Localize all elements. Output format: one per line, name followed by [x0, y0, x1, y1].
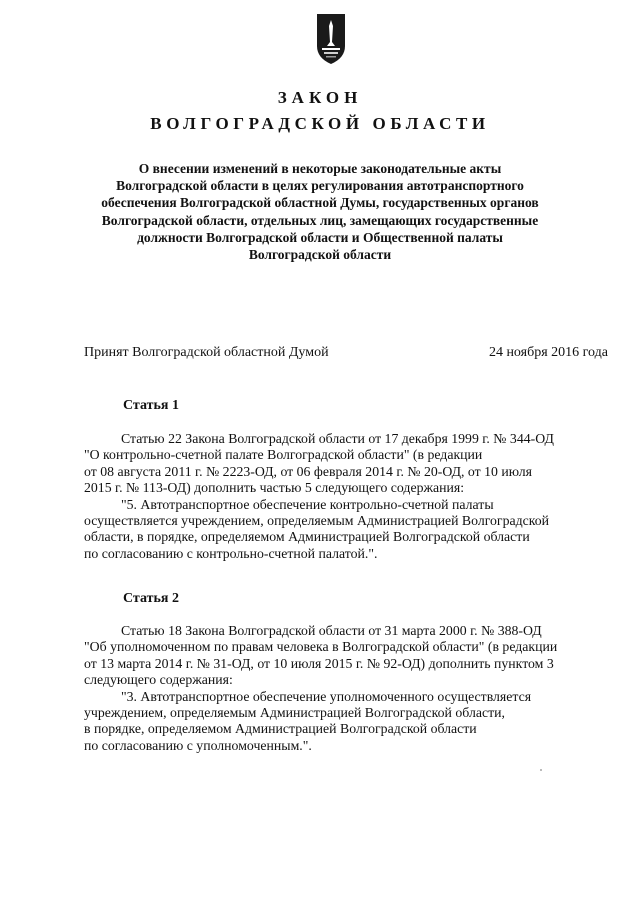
subject-line: О внесении изменений в некоторые законодательные акты: [138, 161, 502, 176]
text-line: по согласованию с контрольно-счетной палатой.".: [84, 545, 378, 561]
text-line: 2015 г. № 113-ОД) дополнить частью 5 следующего содержания:: [84, 480, 465, 496]
text-line: осуществляется учреждением, определяемым Администрацией Волгоградской: [84, 512, 550, 528]
article-1-heading: Статья 1: [123, 398, 179, 413]
law-region-title: ВОЛГОГРАДСКОЙ ОБЛАСТИ: [150, 114, 490, 133]
subject-line: должности Волгоградской области и Общественной палаты: [137, 229, 503, 245]
adopted-by: Принят Волгоградской областной Думой: [84, 345, 329, 360]
subject-line: Волгоградской области, отдельных лиц, замещающих государственные: [101, 212, 539, 228]
scan-artifact: [540, 769, 542, 771]
text-line: "3. Автотранспортное обеспечение уполномоченного осуществляется: [121, 688, 532, 704]
text-line: "О контрольно-счетной палате Волгоградской области" (в редакции: [84, 447, 483, 463]
text-line: Статью 18 Закона Волгоградской области от 31 марта 2000 г. № 388-ОД: [121, 623, 542, 638]
article-2-heading: Статья 2: [123, 591, 179, 606]
text-line: в порядке, определяемом Администрацией Волгоградской области: [84, 721, 477, 737]
adoption-date: 24 ноября 2016 года: [488, 345, 608, 360]
adoption-line: [84, 345, 608, 361]
text-line: Статью 22 Закона Волгоградской области от 17 декабря 1999 г. № 344-ОД: [121, 431, 554, 446]
text-line: от 13 марта 2014 г. № 31-ОД, от 10 июля 2015 г. № 92-ОД) дополнить пунктом 3: [84, 655, 554, 671]
subject-line: Волгоградской области: [248, 247, 392, 263]
text-line: "Об уполномоченном по правам человека в Волгоградской области" (в редакции: [84, 639, 558, 655]
law-title: ЗАКОН: [277, 88, 363, 107]
text-line: области, в порядке, определяемом Администрацией Волгоградской области: [84, 529, 530, 545]
subject-line: обеспечения Волгоградской областной Думы, государственных органов: [101, 195, 539, 211]
text-line: учреждением, определяемым Администрацией Волгоградской области,: [84, 704, 505, 720]
volgograd-coat-of-arms-icon: [314, 12, 348, 68]
text-line: следующего содержания:: [84, 672, 233, 688]
article-2-text: [84, 623, 604, 754]
law-subject: [70, 160, 570, 263]
text-line: от 08 августа 2011 г. № 2223-ОД, от 06 февраля 2014 г. № 20-ОД, от 10 июля: [84, 463, 532, 479]
subject-line: Волгоградской области в целях регулирования автотранспортного: [116, 178, 524, 194]
text-line: по согласованию с уполномоченным.".: [84, 737, 312, 753]
text-line: "5. Автотранспортное обеспечение контрольно-счетной палаты: [121, 496, 494, 512]
article-1-text: [84, 431, 604, 562]
